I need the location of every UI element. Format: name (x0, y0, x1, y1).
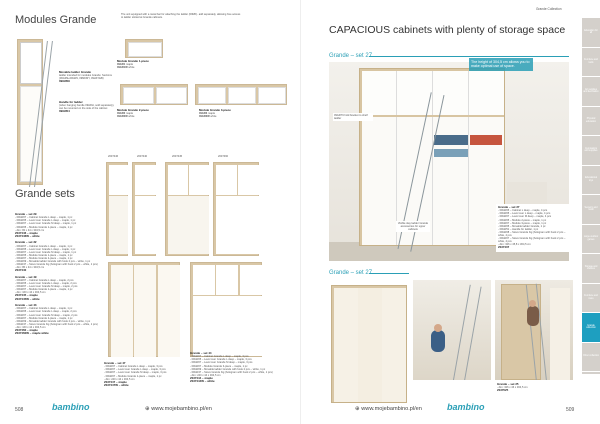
set-title: Grande – set 25 (497, 382, 519, 386)
set-line: - 09GR05 – Level over Grande L deep – maple, 2 pcs (15, 282, 77, 286)
set-line: - 09GR47 – Stove Grande big (hologram with hook 2 pcs – white, 1 pcs) (190, 370, 273, 374)
page-number: 508 (15, 407, 24, 413)
set-code-label: 2037460 (218, 155, 229, 158)
set-line: - 09GR47 – Stove Grande big (hologram with hook 2 pcs – white, 1 pcs) (15, 322, 98, 326)
set-line: - 09GR07 – Module Grande 2-piece – maple, 1 pc (15, 316, 73, 320)
tab-more[interactable]: Furniture and more (582, 284, 600, 314)
set-code: 2037444W – white (190, 379, 215, 384)
set-code-label: 2037446 (108, 155, 119, 158)
set-line: - 09GR07 – Stove Grande big (hologram with hook 2 pcs – white, 4 pcs (498, 237, 566, 244)
set-line: - 09GR07 – Module 3-piece – maple, 1 pc (498, 221, 547, 225)
set-29-image (106, 162, 128, 256)
website-link[interactable] (355, 406, 422, 412)
set-code: 2037460 – maple (15, 328, 38, 333)
handle-item-code: 09GR04 (59, 109, 70, 114)
globe-icon: ⊕ (355, 406, 360, 412)
divider (369, 273, 409, 274)
set-code: 2037444 – maple (190, 375, 213, 380)
set-line: - 09GR07 – Level over Grande M deep – maple, 3 pcs (104, 371, 167, 375)
set-line: - 09GR07 – Cabinet Grande L deep – maple, 2 pcs (15, 279, 74, 282)
set-25 (497, 383, 571, 393)
set-line: - 09GR07 – Module Grande 2-piece – maple, 1 pc (15, 257, 73, 261)
tab-other[interactable]: Other collection (582, 343, 600, 373)
set-27-label: Grande – set 27 (329, 53, 373, 59)
module-1-name: Module Grande 1-piece (117, 59, 149, 63)
module-1-code-maple: 09GR1 (117, 63, 126, 67)
set-code: 2037460W – maple white (15, 331, 49, 336)
module-3 (199, 109, 259, 118)
handle-item-desc: (when hanging handle 09HRH, sold separately), can be mounted on the side of the cabinet (59, 104, 115, 111)
set-line: - dim: 82 x 44 x 304,5 cm (15, 228, 45, 232)
set-32-image (132, 162, 156, 256)
module-3-code-maple: 09GR3 (199, 112, 208, 116)
module-2-variant-white: white (128, 115, 135, 119)
set-line: - 09GR05 – Cabinet L deep – maple, 4 pcs (498, 209, 548, 213)
set-line: - 09GR07 – Cabinet Grande L deep – maple, 3 pcs (190, 355, 249, 359)
set-27-cabinet-image (331, 285, 407, 403)
set-29 (15, 213, 101, 238)
callout: The height of 304,5 cm allows you to make optimal use of space. (469, 58, 533, 71)
set-code-label: 2037440 (137, 155, 148, 158)
set-code: 2037440 (15, 268, 27, 273)
set-line: - 09GR05 – Level over Grande L deep – maple, 2 pcs (15, 310, 77, 314)
website-text: www.mojebambino.pl/en (151, 406, 212, 412)
set-line: - 09GR07 – Level over Grande M deep – maple, 3 pcs (190, 361, 253, 365)
set-title: Grande – set 47 (104, 361, 126, 365)
handle-item (59, 101, 117, 114)
module-1-variant-maple: maple (125, 63, 134, 67)
module-2-code-white: 09GR2W (117, 115, 128, 119)
tab-sensory[interactable]: Sensory and motor (582, 195, 600, 225)
tab-grande[interactable]: Grande collection (582, 313, 600, 343)
set-code: 2037446 – maple (15, 230, 38, 235)
section-label: Grande Collection (536, 7, 562, 11)
set-line: - 09GR07 – Level over Grande M deep – maple, 1 pc (15, 222, 77, 226)
set-code: 2037445 – maple (15, 293, 38, 298)
set-line: - 09GR07 – Cabinet Grande L deep – maple, 1 pc (15, 216, 73, 220)
module-2 (117, 109, 172, 118)
website-link[interactable] (145, 406, 212, 412)
set-line: - 09GR07 – Module Grande 3-piece – maple, 1 pc (190, 364, 248, 368)
tab-physical[interactable]: Physical education (582, 107, 600, 137)
set-line: - dim: 240 x 44 x 304,5 cm (190, 373, 221, 377)
logo: bambino (447, 402, 485, 412)
set-44-image (190, 262, 262, 357)
module-3-code-white: 09GR3W (199, 115, 210, 119)
set-line: - 09GR07 – Level over Grande L deep – maple, 3 pcs (104, 368, 166, 372)
set-line: - 09GR05 – Level over Grande L deep – maple, 3 pcs (190, 358, 252, 362)
set-line: - 09GR05 – Module Grande 1-piece – maple, 1 pc (15, 225, 73, 229)
headline: CAPACIOUS cabinets with plenty of storage space (329, 24, 566, 36)
logo: bambino (52, 402, 90, 412)
tab-outdoor[interactable]: Large outdoor games (582, 225, 600, 255)
set-line: - 09GR05 – Level over Grande L deep – maple, 1 pc (15, 247, 76, 251)
sidebar-tabs (582, 18, 600, 374)
set-32 (15, 241, 101, 272)
globe-icon: ⊕ (145, 406, 150, 412)
set-line: - dim: 326 x 45,8 x 304,5 cm (498, 243, 531, 247)
module-3-variant-maple: maple (207, 112, 216, 116)
set-code: 2037447 – maple (104, 379, 127, 384)
set-47-image (108, 262, 180, 357)
set-line: - 09GR08 – Stove Grande big (hologram with hook 2 pcs – white, 4 pcs (498, 230, 566, 238)
intro-text: The unit equipped with a metal bar for attaching the ladder (09MK). add separately, allowing free access to ladder slotted at Grande cabinets. (121, 13, 241, 20)
set-line: - 09GR09 – Movable ladder Grande with hook 2 pcs – white, 1 pc (15, 319, 91, 323)
set-title: Grande – set 44 (190, 351, 212, 355)
module-1-code-white: 09GR1W (117, 66, 128, 70)
module-2-image (120, 84, 188, 105)
set-line: - 09GR07 – Level over M deep – maple, 4 pcs (498, 215, 552, 219)
set-line: - 09GR07 – Module Grande 1-piece – maple, 1 pc (104, 374, 162, 378)
set-line: - 09GR05 – Level over Grande L deep – maple, 1 pc (15, 219, 76, 223)
set-line: - 09GR09 – Movable ladder Grande with hook 2 pcs – white, 1 pc (15, 260, 91, 264)
set-code: 2037446W – white (15, 234, 40, 239)
sets-title: Grande sets (15, 188, 75, 200)
set-code: 2037025 (497, 388, 509, 393)
set-line: - 09GR05 – Level over L deep – maple, 4 pcs (498, 212, 551, 216)
module-1-variant-white: white (128, 66, 135, 70)
module-2-variant-maple: maple (125, 112, 134, 116)
set-line: - dim: 160 x 44 x 304,5 cm (15, 325, 46, 329)
kid-ladder-photo-2 (495, 280, 573, 380)
set-line: - dim: 160 x 44 x 304,5 cm (15, 291, 46, 295)
set-title: Grande – set 27 (498, 205, 520, 209)
set-line: - dim: 240 x 44 x 304,5 cm (104, 377, 135, 381)
tab-art[interactable]: Art supplies and decoration (582, 77, 600, 107)
set-43-image (213, 162, 259, 256)
page-number: 509 (566, 407, 575, 413)
set-title: Grande – set 43 (15, 303, 37, 308)
bracket-note: 09GR79 hold bracket to shelf ladder (333, 113, 373, 121)
set-27-box (496, 204, 572, 252)
set-line: - 09GR09 – Movable ladder Grande with hook 2 pcs – white, 1 pc (190, 367, 266, 371)
set-title: Grande – set 29 (15, 212, 37, 216)
set-line: - 09GR05 – Module 2-piece – maple, 1 pc (498, 218, 547, 222)
set-27b-label: Grande – set 27 (329, 270, 373, 276)
ladder-cabinet-image (17, 39, 47, 185)
set-code: 2037445W – white (15, 296, 40, 301)
module-1-image (125, 39, 163, 58)
set-line: - 09GR51 – Handle for ladder, 1 pc (498, 227, 539, 231)
set-code-label: 2037445 (172, 155, 183, 158)
ladder-note: Visible slay ladder Grande accessories for upper cabinets (397, 222, 429, 232)
sets-list (15, 213, 101, 336)
set-47 (104, 362, 184, 387)
module-3-image (195, 84, 287, 105)
tab-gymnastics[interactable]: Gymnastics and supplies (582, 136, 600, 166)
set-49-image (165, 162, 209, 256)
set-code: 2037437 (498, 245, 510, 250)
tab-furniture[interactable]: Furniture and tools (582, 48, 600, 78)
website-text: www.mojebambino.pl/en (361, 406, 422, 412)
ladder-item-desc: ladder intended for modules Grande: Sections (09GR9+09GR9, 09MKMY, 09HKYEB) (59, 74, 112, 81)
ladder-item-name: Movable ladder Grande (59, 70, 91, 74)
right-page (300, 0, 582, 424)
module-3-variant-white: white (210, 115, 217, 119)
module-2-code-maple: 09GR2 (117, 112, 126, 116)
module-2-name: Module Grande 2-piece (117, 108, 149, 112)
module-3-name: Module Grande 3-piece (199, 108, 231, 112)
set-line: - 09GR07 – Cabinet Grande L deep – maple, 1 pc (15, 307, 73, 311)
set-line: - 09GR05 – Module Grande 1-piece – maple, 1 pc (15, 253, 73, 257)
set-title: Grande – set 49 (15, 274, 37, 279)
set-line: - 09GR05 – Movable ladder Grande, 1 pc (498, 224, 546, 228)
set-line: - 09GR47 – Stove Grande big (hologram with hook 2 pcs – white, 1 pcs) (15, 263, 98, 267)
set-code: 2037447W – white (104, 383, 129, 388)
divider (369, 56, 569, 57)
set-44 (190, 352, 282, 384)
module-1 (117, 60, 172, 69)
set-line: - 09GR07 – Level over Grande M deep – maple, 1 pc (15, 250, 77, 254)
set-line: - 09GR07 – Cabinet Grande L deep – maple, 1 pc (15, 244, 73, 248)
handle-item-name: Handle for ladder (59, 100, 83, 104)
tab-storage[interactable]: Storage and shelves (582, 254, 600, 284)
set-title: Grande – set 32 (15, 240, 37, 245)
page-title: Modules Grande (15, 14, 97, 26)
set-line: - dim: 326 x 46 x 304,5 cm (497, 386, 528, 390)
set-line: - dim: 86 x 44 x 304,5 cm (15, 266, 45, 270)
set-43 (15, 304, 101, 336)
set-line: - 09GR07 – Level over Grande M deep – maple, 2 pcs (15, 313, 78, 317)
set-line: - 09GR07 – Level over Grande M deep – maple, 2 pcs (15, 285, 78, 289)
set-49 (15, 276, 101, 301)
set-line: - 09GR07 – Module Grande 1-piece – maple, 1 pc (15, 288, 73, 292)
tab-toys[interactable]: Educational toys (582, 166, 600, 196)
tab-education[interactable]: Education for all (582, 18, 600, 48)
ladder-item-code: 09GR09 (59, 79, 70, 84)
set-line: - 09GR07 – Cabinet Grande L deep – maple, 3 pcs (104, 365, 163, 369)
ladder-item (59, 71, 117, 84)
kid-ladder-photo-1 (413, 280, 491, 380)
